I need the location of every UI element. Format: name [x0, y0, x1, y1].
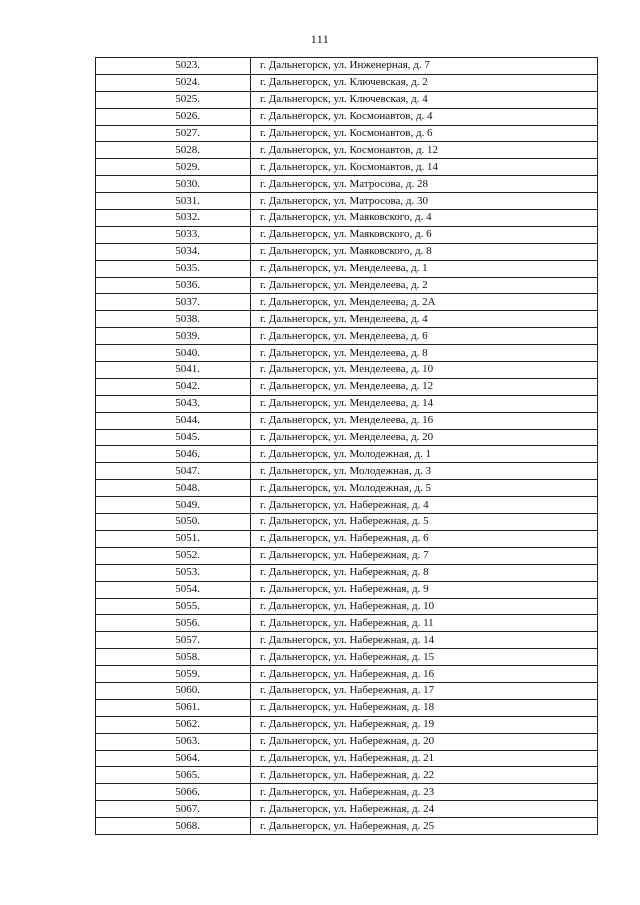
- row-number-cell: 5046.: [96, 446, 251, 463]
- table-row: [96, 142, 598, 159]
- row-number-cell: 5052.: [96, 547, 251, 564]
- row-number-cell: 5053.: [96, 564, 251, 581]
- table-row: [96, 260, 598, 277]
- address-cell: г. Дальнегорск, ул. Набережная, д. 4: [251, 497, 598, 514]
- address-cell: г. Дальнегорск, ул. Набережная, д. 16: [251, 666, 598, 683]
- row-number-cell: 5048.: [96, 480, 251, 497]
- table-row: [96, 767, 598, 784]
- table-row: [96, 480, 598, 497]
- row-number-cell: 5045.: [96, 429, 251, 446]
- table-row: [96, 649, 598, 666]
- table-row: [96, 74, 598, 91]
- table-row: [96, 311, 598, 328]
- table-row: [96, 564, 598, 581]
- address-cell: г. Дальнегорск, ул. Молодежная, д. 3: [251, 463, 598, 480]
- table-row: [96, 362, 598, 379]
- address-cell: г. Дальнегорск, ул. Набережная, д. 21: [251, 750, 598, 767]
- row-number-cell: 5030.: [96, 176, 251, 193]
- table-row: [96, 497, 598, 514]
- address-cell: г. Дальнегорск, ул. Менделеева, д. 1: [251, 260, 598, 277]
- address-cell: г. Дальнегорск, ул. Инженерная, д. 7: [251, 58, 598, 75]
- row-number-cell: 5060.: [96, 682, 251, 699]
- row-number-cell: 5036.: [96, 277, 251, 294]
- row-number-cell: 5051.: [96, 530, 251, 547]
- address-cell: г. Дальнегорск, ул. Менделеева, д. 12: [251, 378, 598, 395]
- row-number-cell: 5043.: [96, 395, 251, 412]
- row-number-cell: 5063.: [96, 733, 251, 750]
- address-cell: г. Дальнегорск, ул. Менделеева, д. 8: [251, 345, 598, 362]
- row-number-cell: 5035.: [96, 260, 251, 277]
- address-cell: г. Дальнегорск, ул. Набережная, д. 19: [251, 716, 598, 733]
- address-cell: г. Дальнегорск, ул. Набережная, д. 7: [251, 547, 598, 564]
- address-cell: г. Дальнегорск, ул. Маяковского, д. 4: [251, 210, 598, 227]
- row-number-cell: 5049.: [96, 497, 251, 514]
- table-row: [96, 226, 598, 243]
- row-number-cell: 5031.: [96, 193, 251, 210]
- row-number-cell: 5029.: [96, 159, 251, 176]
- address-cell: г. Дальнегорск, ул. Набережная, д. 10: [251, 598, 598, 615]
- address-cell: г. Дальнегорск, ул. Ключевская, д. 2: [251, 74, 598, 91]
- table-row: [96, 530, 598, 547]
- table-row: [96, 125, 598, 142]
- row-number-cell: 5025.: [96, 91, 251, 108]
- address-cell: г. Дальнегорск, ул. Менделеева, д. 14: [251, 395, 598, 412]
- row-number-cell: 5068.: [96, 818, 251, 835]
- table-row: [96, 598, 598, 615]
- row-number-cell: 5039.: [96, 328, 251, 345]
- address-cell: г. Дальнегорск, ул. Космонавтов, д. 6: [251, 125, 598, 142]
- table-row: [96, 193, 598, 210]
- table-row: [96, 412, 598, 429]
- table-row: [96, 733, 598, 750]
- row-number-cell: 5065.: [96, 767, 251, 784]
- address-cell: г. Дальнегорск, ул. Набережная, д. 22: [251, 767, 598, 784]
- table-row: [96, 243, 598, 260]
- address-cell: г. Дальнегорск, ул. Маяковского, д. 8: [251, 243, 598, 260]
- row-number-cell: 5033.: [96, 226, 251, 243]
- row-number-cell: 5026.: [96, 108, 251, 125]
- address-cell: г. Дальнегорск, ул. Менделеева, д. 6: [251, 328, 598, 345]
- row-number-cell: 5055.: [96, 598, 251, 615]
- table-row: [96, 682, 598, 699]
- table-row: [96, 210, 598, 227]
- table-row: [96, 666, 598, 683]
- address-cell: г. Дальнегорск, ул. Менделеева, д. 2: [251, 277, 598, 294]
- table-row: [96, 328, 598, 345]
- address-cell: г. Дальнегорск, ул. Набережная, д. 15: [251, 649, 598, 666]
- address-cell: г. Дальнегорск, ул. Набережная, д. 25: [251, 818, 598, 835]
- row-number-cell: 5044.: [96, 412, 251, 429]
- address-cell: г. Дальнегорск, ул. Менделеева, д. 20: [251, 429, 598, 446]
- address-cell: г. Дальнегорск, ул. Ключевская, д. 4: [251, 91, 598, 108]
- row-number-cell: 5040.: [96, 345, 251, 362]
- table-row: [96, 395, 598, 412]
- row-number-cell: 5034.: [96, 243, 251, 260]
- row-number-cell: 5054.: [96, 581, 251, 598]
- address-cell: г. Дальнегорск, ул. Космонавтов, д. 4: [251, 108, 598, 125]
- address-cell: г. Дальнегорск, ул. Менделеева, д. 10: [251, 362, 598, 379]
- row-number-cell: 5032.: [96, 210, 251, 227]
- address-table: [95, 57, 598, 835]
- row-number-cell: 5037.: [96, 294, 251, 311]
- table-row: [96, 547, 598, 564]
- table-row: [96, 581, 598, 598]
- address-cell: г. Дальнегорск, ул. Набережная, д. 8: [251, 564, 598, 581]
- table-row: [96, 514, 598, 531]
- table-row: [96, 159, 598, 176]
- address-cell: г. Дальнегорск, ул. Менделеева, д. 2А: [251, 294, 598, 311]
- table-row: [96, 463, 598, 480]
- table-row: [96, 58, 598, 75]
- address-cell: г. Дальнегорск, ул. Космонавтов, д. 12: [251, 142, 598, 159]
- table-row: [96, 632, 598, 649]
- row-number-cell: 5058.: [96, 649, 251, 666]
- address-cell: г. Дальнегорск, ул. Молодежная, д. 1: [251, 446, 598, 463]
- address-cell: г. Дальнегорск, ул. Менделеева, д. 4: [251, 311, 598, 328]
- table-row: [96, 716, 598, 733]
- address-table-body: [96, 58, 598, 835]
- table-row: [96, 750, 598, 767]
- row-number-cell: 5038.: [96, 311, 251, 328]
- table-row: [96, 784, 598, 801]
- table-row: [96, 378, 598, 395]
- address-cell: г. Дальнегорск, ул. Космонавтов, д. 14: [251, 159, 598, 176]
- row-number-cell: 5028.: [96, 142, 251, 159]
- address-cell: г. Дальнегорск, ул. Набережная, д. 6: [251, 530, 598, 547]
- row-number-cell: 5064.: [96, 750, 251, 767]
- row-number-cell: 5062.: [96, 716, 251, 733]
- row-number-cell: 5042.: [96, 378, 251, 395]
- table-row: [96, 446, 598, 463]
- row-number-cell: 5047.: [96, 463, 251, 480]
- table-row: [96, 345, 598, 362]
- address-cell: г. Дальнегорск, ул. Матросова, д. 28: [251, 176, 598, 193]
- address-cell: г. Дальнегорск, ул. Матросова, д. 30: [251, 193, 598, 210]
- address-cell: г. Дальнегорск, ул. Набережная, д. 17: [251, 682, 598, 699]
- table-row: [96, 108, 598, 125]
- table-row: [96, 91, 598, 108]
- address-cell: г. Дальнегорск, ул. Набережная, д. 14: [251, 632, 598, 649]
- row-number-cell: 5027.: [96, 125, 251, 142]
- address-cell: г. Дальнегорск, ул. Набережная, д. 5: [251, 514, 598, 531]
- table-row: [96, 176, 598, 193]
- row-number-cell: 5041.: [96, 362, 251, 379]
- table-row: [96, 429, 598, 446]
- address-cell: г. Дальнегорск, ул. Менделеева, д. 16: [251, 412, 598, 429]
- row-number-cell: 5024.: [96, 74, 251, 91]
- table-row: [96, 801, 598, 818]
- row-number-cell: 5061.: [96, 699, 251, 716]
- address-cell: г. Дальнегорск, ул. Набережная, д. 11: [251, 615, 598, 632]
- row-number-cell: 5050.: [96, 514, 251, 531]
- row-number-cell: 5057.: [96, 632, 251, 649]
- row-number-cell: 5059.: [96, 666, 251, 683]
- page-number: 111: [310, 32, 330, 46]
- table-row: [96, 294, 598, 311]
- table-row: [96, 699, 598, 716]
- row-number-cell: 5066.: [96, 784, 251, 801]
- row-number-cell: 5067.: [96, 801, 251, 818]
- row-number-cell: 5056.: [96, 615, 251, 632]
- table-row: [96, 277, 598, 294]
- address-cell: г. Дальнегорск, ул. Набережная, д. 23: [251, 784, 598, 801]
- address-cell: г. Дальнегорск, ул. Набережная, д. 24: [251, 801, 598, 818]
- table-row: [96, 615, 598, 632]
- address-cell: г. Дальнегорск, ул. Набережная, д. 9: [251, 581, 598, 598]
- table-row: [96, 818, 598, 835]
- row-number-cell: 5023.: [96, 58, 251, 75]
- address-cell: г. Дальнегорск, ул. Набережная, д. 18: [251, 699, 598, 716]
- address-cell: г. Дальнегорск, ул. Маяковского, д. 6: [251, 226, 598, 243]
- address-cell: г. Дальнегорск, ул. Набережная, д. 20: [251, 733, 598, 750]
- address-cell: г. Дальнегорск, ул. Молодежная, д. 5: [251, 480, 598, 497]
